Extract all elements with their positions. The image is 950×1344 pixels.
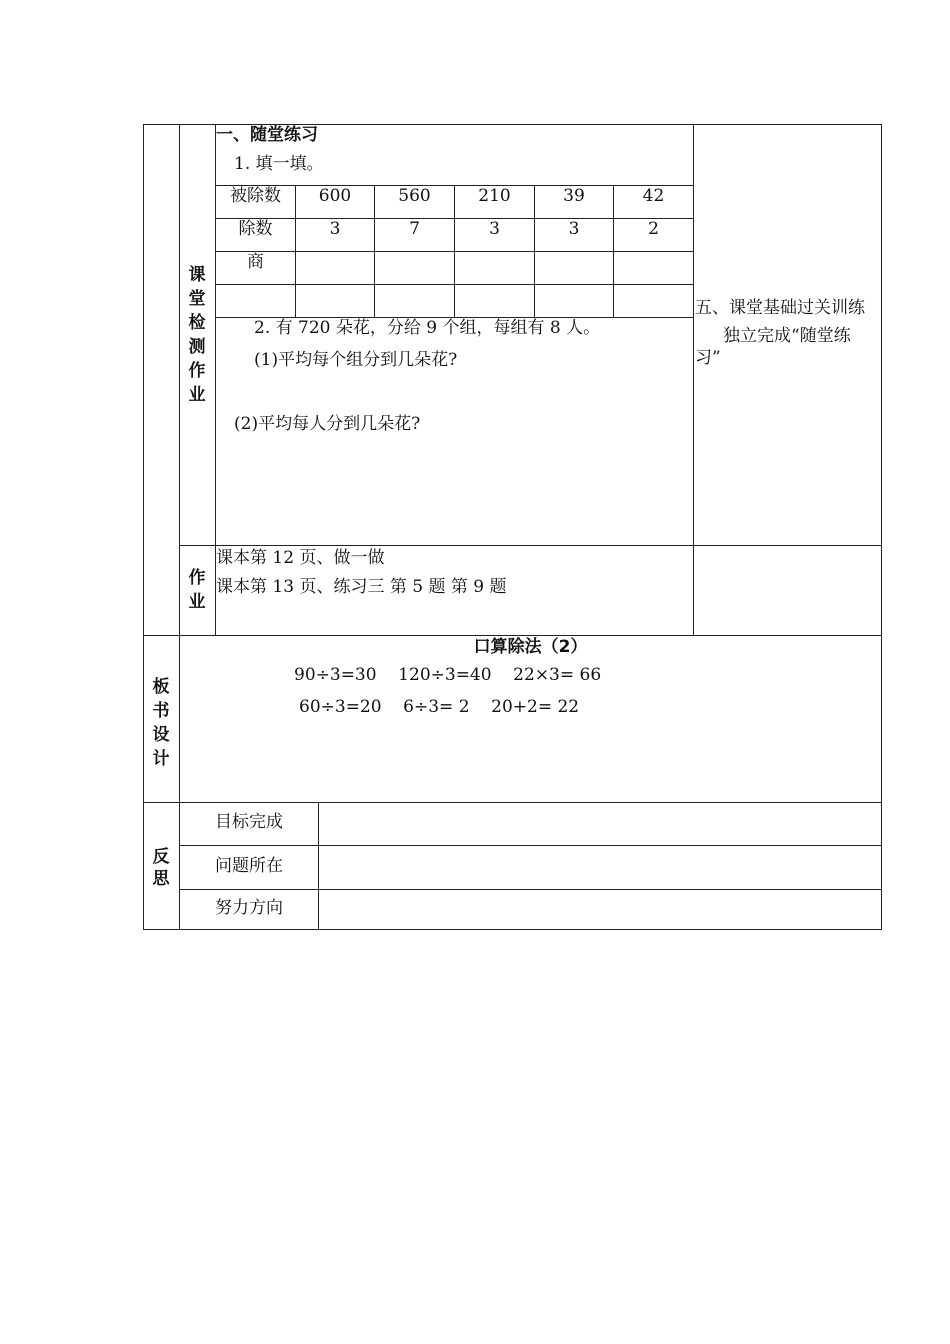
divisor-cell: 3 <box>568 219 580 239</box>
right-col-line-2: 独立完成“随堂练 <box>723 326 851 346</box>
divisor-cell: 7 <box>409 219 420 239</box>
reflection-row-goal: 目标完成 <box>215 812 283 832</box>
homework-line-2: 课本第 13 页、练习三 第 5 题 第 9 题 <box>216 577 507 597</box>
board-title: 口算除法（2） <box>473 637 588 657</box>
divisor-cell: 3 <box>329 219 341 239</box>
board-line-2: 60÷3=20 6÷3= 2 20+2= 22 <box>299 697 580 717</box>
dividend-cell: 42 <box>642 186 665 206</box>
dividend-cell: 560 <box>398 186 431 206</box>
side-char: 课 <box>188 265 206 285</box>
question-2-part-2: (2)平均每人分到几朵花? <box>234 414 421 434</box>
board-line-1: 90÷3=30 120÷3=40 22×3= 66 <box>294 665 602 685</box>
right-col-line-1: 五、课堂基础过关训练 <box>695 298 865 318</box>
dividend-cell: 600 <box>318 186 352 206</box>
dividend-cell: 39 <box>563 186 585 206</box>
board-side-char: 计 <box>152 749 170 769</box>
reflection-row-problems: 问题所在 <box>215 856 283 876</box>
row-header-dividend: 被除数 <box>230 186 281 206</box>
side-char: 堂 <box>188 289 206 309</box>
divisor-cell: 2 <box>648 219 659 239</box>
board-side-char: 板 <box>152 677 170 697</box>
side-char: 作 <box>188 361 206 381</box>
board-side-char: 书 <box>152 701 170 721</box>
side-char: 检 <box>188 313 206 333</box>
question-2-part-1: (1)平均每个组分到几朵花? <box>254 350 458 370</box>
reflection-row-direction: 努力方向 <box>215 898 283 918</box>
dividend-cell: 210 <box>478 186 511 206</box>
question-2-text: 2. 有 720 朵花，分给 9 个组，每组有 8 人。 <box>254 318 601 338</box>
row-header-divisor: 除数 <box>238 219 273 239</box>
right-col-line-3: 习” <box>695 348 721 368</box>
homework-side-char: 业 <box>188 592 206 612</box>
reflection-side-char: 反 <box>152 847 170 867</box>
homework-side-char: 作 <box>188 568 206 588</box>
row-header-quotient: 商 <box>247 252 264 272</box>
board-side-char: 设 <box>152 725 170 745</box>
homework-line-1: 课本第 12 页、做一做 <box>216 548 385 568</box>
reflection-side-char: 思 <box>152 869 170 889</box>
side-char: 业 <box>188 385 206 405</box>
divisor-cell: 3 <box>489 219 500 239</box>
question-1-label: 1. 填一填。 <box>234 154 324 174</box>
side-char: 测 <box>188 337 206 357</box>
section-title: 一、随堂练习 <box>216 125 318 145</box>
